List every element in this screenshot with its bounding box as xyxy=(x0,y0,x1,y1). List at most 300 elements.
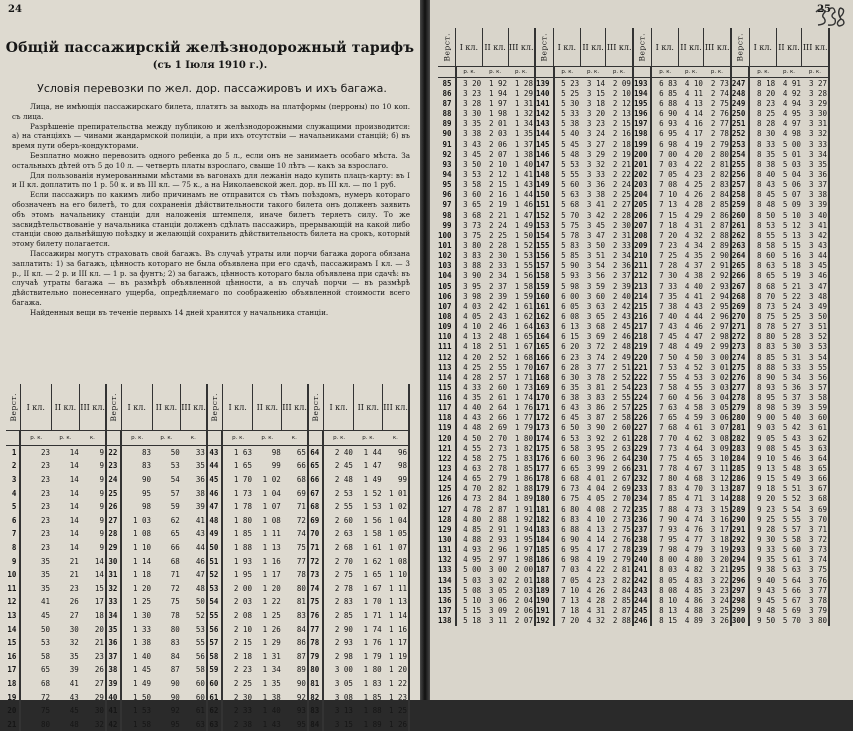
verst-value: 35 xyxy=(106,622,121,636)
fare-class-3: 3 48 xyxy=(802,291,829,301)
table-row xyxy=(438,149,829,159)
fare-class-1: 98 xyxy=(141,502,151,512)
verst-value: 136 xyxy=(438,595,456,605)
fare-class-2: 2 21 xyxy=(488,210,508,220)
verst-value: 66 xyxy=(308,473,323,487)
verst-value: 73 xyxy=(308,568,323,582)
fare-class-2: 4 52 xyxy=(684,362,703,372)
verst-value: 47 xyxy=(207,500,222,514)
fare-class-3: 2 87 xyxy=(606,605,633,615)
fare-class-3: 26 xyxy=(80,663,106,677)
fare-class-1: 1 03 xyxy=(132,515,151,525)
verst-value: 227 xyxy=(633,423,652,433)
fare-class-2: 1 16 xyxy=(262,556,281,566)
verst-value: 11 xyxy=(6,582,20,596)
verst-value: 200 xyxy=(633,149,652,159)
verst-value: 94 xyxy=(438,169,456,179)
fare-class-2: 4 73 xyxy=(684,504,703,514)
verst-value: 258 xyxy=(731,190,750,200)
fare-class-1: 5 55 xyxy=(561,169,580,179)
fare-class-3: 2 82 xyxy=(606,575,633,585)
fare-class-1: 7 95 xyxy=(659,535,678,545)
fare-class-1: 6 50 xyxy=(561,423,580,433)
verst-value: 218 xyxy=(633,332,652,342)
fare-class-1: 75 xyxy=(41,706,51,716)
unit-label: р. к. xyxy=(508,67,535,78)
verst-value: 50 xyxy=(207,541,222,555)
unit-label: р. к. xyxy=(554,67,581,78)
fare-class-3: 2 64 xyxy=(606,453,633,463)
fare-class-1: 3 80 xyxy=(463,240,482,250)
fare-class-3: 3 78 xyxy=(802,595,829,605)
fare-class-2: 90 xyxy=(170,692,180,702)
fare-class-1: 8 18 xyxy=(757,78,776,88)
fare-class-3: 1 68 xyxy=(508,352,535,362)
fare-class-3: 2 85 xyxy=(606,595,633,605)
verst-value: 68 xyxy=(308,500,323,514)
verst-value: 181 xyxy=(535,504,554,514)
fare-class-3: 1 47 xyxy=(508,210,535,220)
fare-class-3: 3 34 xyxy=(802,149,829,159)
verst-value: 208 xyxy=(633,230,652,240)
verst-value: 232 xyxy=(633,474,652,484)
verst-value: 158 xyxy=(535,271,554,281)
verst-value: 9 xyxy=(6,554,20,568)
fare-class-2: 4 68 xyxy=(684,474,703,484)
verst-value: 201 xyxy=(633,159,652,169)
verst-value: 262 xyxy=(731,230,750,240)
fare-class-3: 2 06 xyxy=(508,605,535,615)
fare-class-2: 5 39 xyxy=(782,403,801,413)
fare-class-2: 4 28 xyxy=(684,200,703,210)
fare-class-2: 3 33 xyxy=(586,169,605,179)
verst-value: 144 xyxy=(535,129,554,139)
fare-class-1: 1 85 xyxy=(233,529,252,539)
verst-value: 103 xyxy=(438,261,456,271)
fare-class-1: 1 50 xyxy=(132,692,151,702)
fare-class-1: 4 18 xyxy=(463,342,482,352)
fare-class-3: 2 90 xyxy=(704,251,731,261)
fare-class-2: 3 69 xyxy=(586,332,605,342)
fare-class-3: 2 77 xyxy=(704,119,731,129)
verst-value: 291 xyxy=(731,524,750,534)
table-row xyxy=(6,717,409,731)
table-row xyxy=(6,663,409,677)
fare-class-2: 1 52 xyxy=(363,488,382,498)
fare-class-3: 2 25 xyxy=(606,190,633,200)
paragraph: Разрѣшенiе препирательства между публикою и желѣзнодорожными служащими производится: а) на станцiяхъ — чинами жандармской полицiи, а при ихъ отсутствiи — начальниками станцiй; б) въ время пути оберъ-кондукторами. xyxy=(12,121,410,151)
fare-class-3: 83 xyxy=(282,609,308,623)
tariff-table-right xyxy=(438,28,830,626)
fare-class-2: 4 34 xyxy=(684,240,703,250)
fare-class-1: 8 90 xyxy=(757,372,776,382)
fare-class-1: 8 50 xyxy=(757,210,776,220)
fare-class-2: 4 22 xyxy=(586,565,605,575)
fare-class-1: 7 33 xyxy=(659,281,678,291)
table-row xyxy=(6,650,409,664)
fare-class-2: 4 17 xyxy=(586,545,605,555)
fare-class-1: 9 50 xyxy=(757,616,776,626)
fare-class-1: 4 58 xyxy=(463,453,482,463)
fare-class-3: 3 47 xyxy=(802,281,829,291)
fare-class-1: 6 88 xyxy=(659,98,678,108)
fare-class-1: 4 33 xyxy=(463,382,482,392)
verst-value: 225 xyxy=(633,403,652,413)
fare-class-2: 4 70 xyxy=(684,484,703,494)
verst-value: 268 xyxy=(731,291,750,301)
verst-value: 192 xyxy=(535,616,554,626)
fare-class-2: 4 85 xyxy=(684,585,703,595)
fare-class-3: 3 76 xyxy=(802,575,829,585)
verst-value: 22 xyxy=(106,445,121,459)
fare-class-3: 3 69 xyxy=(802,504,829,514)
fare-class-2: 14 xyxy=(69,447,79,457)
fare-class-3: 3 08 xyxy=(704,433,731,443)
column-header-class-2: II кл. xyxy=(580,28,606,67)
fare-class-2: 3 42 xyxy=(586,210,605,220)
fare-class-2: 5 48 xyxy=(782,464,801,474)
fare-class-2: 3 59 xyxy=(586,281,605,291)
fare-class-2: 3 78 xyxy=(586,372,605,382)
fare-class-2: 3 14 xyxy=(586,78,605,88)
fare-class-3: 3 66 xyxy=(802,474,829,484)
fare-class-2: 3 09 xyxy=(488,606,508,616)
fare-class-1: 4 78 xyxy=(463,504,482,514)
fare-class-2: 59 xyxy=(170,502,180,512)
fare-class-3: 47 xyxy=(181,568,207,582)
fare-class-1: 5 38 xyxy=(561,119,580,129)
column-header-class-3: III кл. xyxy=(181,384,207,431)
fare-class-3: 3 75 xyxy=(802,565,829,575)
fare-class-1: 1 40 xyxy=(132,651,151,661)
fare-class-3: 27 xyxy=(80,677,106,691)
verst-value: 108 xyxy=(438,311,456,321)
fare-class-3: 2 78 xyxy=(704,129,731,139)
fare-class-2: 1 98 xyxy=(488,109,508,119)
fare-class-1: 7 58 xyxy=(659,382,678,392)
table-row xyxy=(438,159,829,169)
fare-class-1: 9 33 xyxy=(757,545,776,555)
verst-value: 293 xyxy=(731,545,750,555)
fare-class-3: 2 34 xyxy=(606,251,633,261)
fare-class-3: 23 xyxy=(80,650,106,664)
verst-value: 101 xyxy=(438,240,456,250)
fare-class-1: 8 78 xyxy=(757,322,776,332)
fare-class-1: 1 20 xyxy=(132,583,151,593)
verst-value: 62 xyxy=(207,704,222,718)
verst-value: 154 xyxy=(535,230,554,240)
fare-class-2: 4 98 xyxy=(782,129,801,139)
fare-class-3: 17 xyxy=(80,595,106,609)
fare-class-1: 6 65 xyxy=(561,464,580,474)
fare-class-3: 2 48 xyxy=(606,342,633,352)
fare-class-2: 4 44 xyxy=(684,311,703,321)
fare-class-1: 8 53 xyxy=(757,220,776,230)
fare-class-3: 2 45 xyxy=(606,322,633,332)
fare-class-2: 5 54 xyxy=(782,504,801,514)
fare-class-1: 7 00 xyxy=(659,149,678,159)
fare-class-2: 14 xyxy=(69,488,79,498)
unit-label: р. к. xyxy=(606,67,633,78)
fare-class-3: 80 xyxy=(282,582,308,596)
fare-class-2: 4 62 xyxy=(684,433,703,443)
verst-value: 80 xyxy=(308,663,323,677)
verst-value: 286 xyxy=(731,474,750,484)
verst-value: 254 xyxy=(731,149,750,159)
verst-value: 139 xyxy=(535,78,554,89)
fare-class-2: 3 36 xyxy=(586,180,605,190)
fare-class-2: 5 06 xyxy=(782,180,801,190)
verst-value: 112 xyxy=(438,352,456,362)
fare-class-1: 1 93 xyxy=(233,556,252,566)
fare-class-3: 3 71 xyxy=(802,524,829,534)
verst-value: 63 xyxy=(207,717,222,731)
fare-class-3: 3 55 xyxy=(802,362,829,372)
fare-class-2: 2 24 xyxy=(488,220,508,230)
fare-class-2: 14 xyxy=(69,515,79,525)
fare-class-2: 14 xyxy=(69,475,79,485)
fare-class-2: 1 17 xyxy=(262,570,281,580)
fare-class-1: 6 35 xyxy=(561,382,580,392)
fare-class-1: 5 70 xyxy=(561,210,580,220)
fare-class-2: 2 91 xyxy=(488,524,508,534)
fare-class-3: 2 70 xyxy=(606,494,633,504)
fare-class-3: 1 76 xyxy=(508,403,535,413)
fare-class-1: 7 15 xyxy=(659,210,678,220)
fare-class-3: 1 13 xyxy=(383,595,409,609)
fare-class-1: 8 58 xyxy=(757,240,776,250)
fare-class-1: 8 93 xyxy=(757,382,776,392)
fare-class-1: 6 30 xyxy=(561,372,580,382)
fare-class-1: 8 75 xyxy=(757,311,776,321)
verst-value: 281 xyxy=(731,423,750,433)
fare-class-3: 3 58 xyxy=(802,393,829,403)
fare-class-1: 6 43 xyxy=(561,403,580,413)
fare-class-1: 5 90 xyxy=(561,261,580,271)
fare-class-3: 2 89 xyxy=(704,240,731,250)
fare-class-3: 2 91 xyxy=(704,261,731,271)
fare-class-1: 35 xyxy=(41,570,51,580)
verst-value: 183 xyxy=(535,524,554,534)
verst-value: 269 xyxy=(731,301,750,311)
table-row xyxy=(438,261,829,271)
column-header-class-3: III кл. xyxy=(282,384,308,431)
fare-class-3: 3 37 xyxy=(802,180,829,190)
fare-class-2: 3 06 xyxy=(488,595,508,605)
table-row xyxy=(438,403,829,413)
verst-value: 236 xyxy=(633,514,652,524)
fare-class-3: 2 21 xyxy=(606,159,633,169)
fare-class-1: 7 38 xyxy=(659,301,678,311)
verst-value: 217 xyxy=(633,322,652,332)
fare-class-3: 1 22 xyxy=(383,677,409,691)
fare-class-1: 4 05 xyxy=(463,311,482,321)
fare-class-3: 3 51 xyxy=(802,322,829,332)
verst-value: 243 xyxy=(633,585,652,595)
verst-value: 137 xyxy=(438,605,456,615)
fare-class-3: 2 36 xyxy=(606,261,633,271)
fare-class-1: 5 75 xyxy=(561,220,580,230)
fare-class-1: 5 10 xyxy=(463,595,482,605)
verst-value: 72 xyxy=(308,554,323,568)
fare-class-2: 3 90 xyxy=(586,423,605,433)
fare-class-2: 4 13 xyxy=(586,524,605,534)
fare-class-2: 5 36 xyxy=(782,382,801,392)
fare-class-1: 3 95 xyxy=(463,281,482,291)
fare-class-2: 4 88 xyxy=(684,606,703,616)
verst-value: 141 xyxy=(535,98,554,108)
fare-class-2: 62 xyxy=(170,515,180,525)
fare-class-1: 3 58 xyxy=(463,180,482,190)
verst-value: 165 xyxy=(535,342,554,352)
fare-class-3: 2 58 xyxy=(606,413,633,423)
fare-class-1: 4 10 xyxy=(463,322,482,332)
fare-class-2: 5 33 xyxy=(782,362,801,372)
fare-class-3: 2 63 xyxy=(606,443,633,453)
fare-class-2: 3 32 xyxy=(586,159,605,169)
tariff-table-left xyxy=(6,384,410,731)
verst-value: 282 xyxy=(731,433,750,443)
fare-class-3: 1 10 xyxy=(383,568,409,582)
fare-class-3: 2 54 xyxy=(606,382,633,392)
fare-class-1: 8 43 xyxy=(757,180,776,190)
table-row xyxy=(438,88,829,98)
fare-class-3: 3 13 xyxy=(704,484,731,494)
fare-class-3: 2 40 xyxy=(606,291,633,301)
table-row xyxy=(6,554,409,568)
fare-class-2: 2 06 xyxy=(488,139,508,149)
unit-label: р. к. xyxy=(121,431,152,446)
unit-cell-empty xyxy=(438,67,456,78)
verst-value: 4 xyxy=(6,486,20,500)
verst-value: 169 xyxy=(535,382,554,392)
fare-class-2: 4 31 xyxy=(684,220,703,230)
column-header-class-1: I кл. xyxy=(20,384,51,431)
column-header-class-3: III кл. xyxy=(508,28,535,67)
fare-class-1: 9 35 xyxy=(757,555,776,565)
verst-value: 150 xyxy=(535,190,554,200)
fare-class-3: 3 22 xyxy=(704,575,731,585)
fare-class-1: 3 05 xyxy=(334,678,353,688)
fare-class-2: 4 37 xyxy=(684,261,703,271)
verst-value: 146 xyxy=(535,149,554,159)
fare-class-2: 2 33 xyxy=(488,261,508,271)
fare-class-1: 7 10 xyxy=(561,585,580,595)
fare-class-3: 2 75 xyxy=(606,524,633,534)
fare-class-3: 1 20 xyxy=(383,663,409,677)
fare-class-3: 3 21 xyxy=(704,565,731,575)
fare-class-1: 9 28 xyxy=(757,524,776,534)
fare-class-3: 3 31 xyxy=(802,119,829,129)
fare-class-2: 2 73 xyxy=(488,443,508,453)
verst-value: 151 xyxy=(535,200,554,210)
fare-class-3: 3 40 xyxy=(802,210,829,220)
verst-value: 253 xyxy=(731,139,750,149)
verst-value: 7 xyxy=(6,527,20,541)
fare-class-2: 1 61 xyxy=(363,543,382,553)
fare-class-1: 2 93 xyxy=(334,638,353,648)
fare-class-1: 6 95 xyxy=(659,129,678,139)
fare-class-3: 2 96 xyxy=(704,311,731,321)
fare-class-2: 30 xyxy=(69,624,79,634)
fare-class-3: 2 31 xyxy=(606,230,633,240)
table-row xyxy=(438,595,829,605)
verst-value: 133 xyxy=(438,565,456,575)
fare-class-2: 2 34 xyxy=(488,271,508,281)
fare-class-2: 3 72 xyxy=(586,342,605,352)
fare-class-3: 86 xyxy=(282,636,308,650)
fare-class-1: 41 xyxy=(41,597,51,607)
fare-class-3: 1 28 xyxy=(508,78,535,89)
fare-class-1: 9 15 xyxy=(757,474,776,484)
fare-class-2: 84 xyxy=(170,651,180,661)
fare-class-1: 3 30 xyxy=(463,109,482,119)
fare-class-3: 2 93 xyxy=(704,281,731,291)
fare-class-2: 3 23 xyxy=(586,119,605,129)
verst-value: 297 xyxy=(731,585,750,595)
fare-class-2: 14 xyxy=(69,461,79,471)
fare-class-2: 4 61 xyxy=(684,423,703,433)
fare-class-2: 2 70 xyxy=(488,433,508,443)
verst-value: 48 xyxy=(207,514,222,528)
fare-class-2: 2 37 xyxy=(488,281,508,291)
verst-value: 45 xyxy=(207,473,222,487)
fare-class-2: 3 29 xyxy=(586,149,605,159)
fare-class-2: 2 96 xyxy=(488,545,508,555)
fare-class-2: 5 03 xyxy=(782,159,801,169)
fare-class-1: 3 53 xyxy=(463,169,482,179)
verst-value: 176 xyxy=(535,453,554,463)
verst-value: 193 xyxy=(633,78,652,89)
fare-class-1: 7 45 xyxy=(659,332,678,342)
verst-value: 120 xyxy=(438,433,456,443)
fare-class-2: 3 00 xyxy=(488,565,508,575)
fare-class-3: 3 12 xyxy=(704,474,731,484)
table-row xyxy=(438,575,829,585)
verst-value: 130 xyxy=(438,534,456,544)
fare-class-2: 1 85 xyxy=(363,692,382,702)
fare-class-1: 8 73 xyxy=(757,301,776,311)
verst-value: 77 xyxy=(308,622,323,636)
fare-class-2: 4 31 xyxy=(586,606,605,616)
fare-class-2: 1 53 xyxy=(363,502,382,512)
unit-label: р. к. xyxy=(51,431,80,446)
fare-class-2: 1 88 xyxy=(363,706,382,716)
verst-value: 142 xyxy=(535,109,554,119)
fare-class-3: 3 74 xyxy=(802,555,829,565)
fare-class-1: 3 35 xyxy=(463,119,482,129)
fare-class-3: 1 80 xyxy=(508,433,535,443)
fare-class-1: 5 85 xyxy=(561,251,580,261)
fare-class-3: 56 xyxy=(181,650,207,664)
fare-class-2: 4 23 xyxy=(586,575,605,585)
column-header-class-1: I кл. xyxy=(749,28,776,67)
fare-class-3: 1 62 xyxy=(508,311,535,321)
verst-value: 290 xyxy=(731,514,750,524)
verst-value: 44 xyxy=(207,459,222,473)
fare-class-2: 5 49 xyxy=(782,474,801,484)
fare-class-2: 5 01 xyxy=(782,149,801,159)
verst-value: 40 xyxy=(106,690,121,704)
fare-class-2: 1 11 xyxy=(262,529,281,539)
fare-class-1: 2 75 xyxy=(334,570,353,580)
fare-class-1: 9 00 xyxy=(757,413,776,423)
unit-cell-empty xyxy=(633,67,652,78)
fare-class-3: 1 64 xyxy=(508,322,535,332)
fare-class-1: 6 58 xyxy=(561,443,580,453)
column-header-verst: Верст. xyxy=(207,384,222,431)
fare-class-3: 33 xyxy=(181,445,207,459)
